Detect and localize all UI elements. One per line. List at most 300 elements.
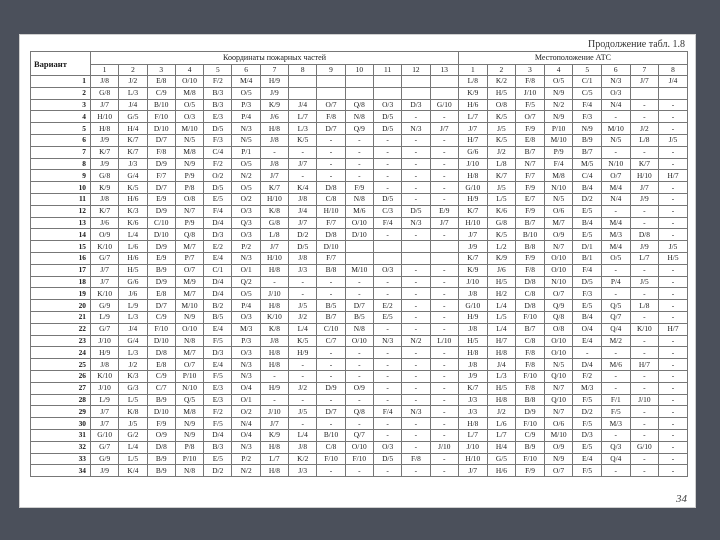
ats-cell: J/7 (459, 123, 488, 135)
ats-cell: Q/4 (601, 323, 630, 335)
coord-cell: P/9 (175, 170, 203, 182)
ats-cell: J/10 (459, 276, 488, 288)
variant-number: 17 (31, 264, 91, 276)
coord-cell: Q/7 (345, 429, 373, 441)
coord-cell: O/10 (175, 323, 203, 335)
coord-cell: D/7 (147, 134, 175, 146)
ats-cell: E/4 (573, 335, 602, 347)
coord-cell: O/2 (232, 406, 260, 418)
coord-cell: D/9 (147, 205, 175, 217)
coord-cell: Q/9 (345, 123, 373, 135)
ats-cell: H/5 (487, 87, 516, 99)
table-row (31, 123, 688, 135)
coord-cell: D/10 (147, 406, 175, 418)
coord-col-header: 8 (289, 65, 317, 76)
coord-cell: J/7 (260, 241, 288, 253)
coord-cell: J/7 (91, 418, 119, 430)
ats-cell: - (659, 158, 688, 170)
ats-cell: P/9 (544, 146, 573, 158)
coord-cell: - (430, 134, 458, 146)
coord-cell: F/2 (204, 158, 232, 170)
coord-cell: - (373, 370, 401, 382)
coord-cell: K/9 (260, 429, 288, 441)
ats-cell: J/8 (459, 288, 488, 300)
coord-col-header: 5 (204, 65, 232, 76)
table-row (31, 418, 688, 430)
table-row (31, 146, 688, 158)
coord-cell (345, 87, 373, 99)
coord-cell: L/3 (119, 311, 147, 323)
ats-cell: J/2 (487, 146, 516, 158)
ats-cell: O/10 (544, 252, 573, 264)
coord-cell: - (345, 418, 373, 430)
ats-cell: K/7 (459, 205, 488, 217)
ats-cell: - (601, 146, 630, 158)
coord-cell: O/3 (232, 311, 260, 323)
ats-cell: - (601, 370, 630, 382)
coord-cell: - (430, 394, 458, 406)
coord-cell: - (317, 465, 345, 477)
coord-cell: - (317, 418, 345, 430)
coord-cell: - (373, 229, 401, 241)
ats-cell: D/1 (573, 241, 602, 253)
coord-cell: B/3 (204, 87, 232, 99)
coord-cell: - (402, 276, 430, 288)
coord-cell: D/5 (373, 123, 401, 135)
coord-cell: - (317, 394, 345, 406)
coord-cell: M/10 (175, 123, 203, 135)
ats-cell: F/10 (516, 453, 545, 465)
coord-cell: N/3 (402, 217, 430, 229)
ats-cell: H/7 (459, 134, 488, 146)
coord-cell: N/8 (175, 465, 203, 477)
coord-cell: D/3 (204, 347, 232, 359)
coord-cell: J/8 (289, 252, 317, 264)
ats-cell: J/5 (487, 123, 516, 135)
coord-cell: Q/2 (232, 276, 260, 288)
coord-cell: N/2 (402, 335, 430, 347)
coord-cell: D/8 (147, 441, 175, 453)
coord-cell: P/1 (232, 146, 260, 158)
coord-cell: K/7 (91, 146, 119, 158)
coord-cell: O/5 (232, 87, 260, 99)
coord-cell: K/5 (289, 335, 317, 347)
ats-cell: H/7 (659, 170, 688, 182)
header-row-groups (31, 52, 688, 65)
coord-cell: P/9 (175, 217, 203, 229)
ats-cell: H/10 (630, 170, 659, 182)
variant-number: 16 (31, 252, 91, 264)
ats-cell: N/9 (544, 87, 573, 99)
coord-cell: L/3 (119, 87, 147, 99)
coord-cell: K/3 (119, 370, 147, 382)
coords-group-header: Координаты пожарных частей (91, 52, 459, 65)
ats-cell: J/10 (516, 87, 545, 99)
ats-cell: L/7 (459, 429, 488, 441)
coord-cell: N/8 (345, 323, 373, 335)
coord-cell: D/8 (317, 229, 345, 241)
coord-cell: D/5 (373, 111, 401, 123)
ats-cell: F/8 (516, 76, 545, 88)
coord-cell: L/10 (430, 335, 458, 347)
ats-cell: - (630, 99, 659, 111)
coord-cell: O/3 (175, 111, 203, 123)
coord-cell: K/10 (91, 288, 119, 300)
coord-cell: P/8 (175, 182, 203, 194)
coord-cell: K/8 (260, 205, 288, 217)
ats-cell: - (630, 370, 659, 382)
coord-cell: L/4 (289, 429, 317, 441)
coord-cell: O/1 (232, 394, 260, 406)
coord-cell: P/10 (175, 453, 203, 465)
coord-cell: N/2 (232, 170, 260, 182)
ats-cell: C/8 (516, 335, 545, 347)
variant-number: 23 (31, 335, 91, 347)
coord-col-header: 13 (430, 65, 458, 76)
ats-cell: - (659, 429, 688, 441)
ats-cell: H/9 (459, 193, 488, 205)
ats-cell: H/8 (459, 170, 488, 182)
coord-cell: F/3 (204, 134, 232, 146)
coord-cell: J/5 (289, 300, 317, 312)
coord-cell: H/6 (119, 193, 147, 205)
coord-cell: N/3 (232, 359, 260, 371)
ats-cell: J/8 (459, 323, 488, 335)
ats-cell: N/7 (544, 241, 573, 253)
coord-cell: D/10 (147, 229, 175, 241)
ats-cell: F/5 (573, 418, 602, 430)
coord-col-header: 2 (119, 65, 147, 76)
ats-group-header: Местоположение АТС (459, 52, 688, 65)
variant-number: 34 (31, 465, 91, 477)
coord-cell: - (289, 170, 317, 182)
ats-cell: L/7 (487, 429, 516, 441)
coord-cell: D/4 (204, 288, 232, 300)
coord-cell: - (402, 134, 430, 146)
coord-cell: - (260, 146, 288, 158)
coord-cell: N/9 (175, 311, 203, 323)
coord-cell: J/8 (91, 193, 119, 205)
coord-col-header: 7 (260, 65, 288, 76)
coord-cell: O/8 (175, 193, 203, 205)
coord-cell: N/9 (175, 158, 203, 170)
ats-cell: B/7 (573, 146, 602, 158)
coord-cell: F/7 (147, 170, 175, 182)
coord-cell: J/4 (289, 205, 317, 217)
coord-cell: - (373, 134, 401, 146)
ats-col-header: 4 (544, 65, 573, 76)
coord-cell: D/10 (345, 229, 373, 241)
ats-cell: K/2 (487, 76, 516, 88)
coord-cell: E/8 (147, 76, 175, 88)
coord-cell: K/9 (260, 99, 288, 111)
ats-cell: J/7 (459, 465, 488, 477)
coord-cell: J/8 (289, 441, 317, 453)
variant-number: 33 (31, 453, 91, 465)
table-row (31, 370, 688, 382)
coord-cell: - (402, 111, 430, 123)
ats-cell: D/8 (516, 276, 545, 288)
coord-cell: L/4 (119, 229, 147, 241)
ats-cell: L/8 (459, 76, 488, 88)
ats-cell: - (659, 300, 688, 312)
coord-cell: - (430, 465, 458, 477)
ats-cell: O/10 (544, 347, 573, 359)
coord-cell: - (430, 170, 458, 182)
coord-cell: D/9 (147, 158, 175, 170)
ats-cell: E/5 (573, 441, 602, 453)
coord-cell: K/4 (289, 182, 317, 194)
coord-cell: O/9 (91, 229, 119, 241)
coord-cell: - (373, 158, 401, 170)
ats-cell: L/8 (487, 158, 516, 170)
ats-cell: C/1 (573, 76, 602, 88)
coord-col-header: 11 (373, 65, 401, 76)
coord-cell: M/10 (345, 264, 373, 276)
coord-cell: L/5 (119, 394, 147, 406)
ats-cell: B/8 (516, 241, 545, 253)
coord-cell: C/8 (317, 193, 345, 205)
coord-cell: F/4 (373, 406, 401, 418)
coord-cell: K/4 (119, 465, 147, 477)
ats-cell: K/9 (487, 252, 516, 264)
coord-cell: J/4 (119, 99, 147, 111)
coord-cell: J/9 (91, 465, 119, 477)
ats-cell: B/4 (573, 311, 602, 323)
ats-cell: J/4 (659, 76, 688, 88)
table-row (31, 134, 688, 146)
ats-cell: N/9 (573, 123, 602, 135)
ats-cell: - (601, 429, 630, 441)
ats-cell: N/7 (544, 382, 573, 394)
ats-cell: L/6 (487, 418, 516, 430)
coord-cell: - (402, 158, 430, 170)
ats-cell: B/10 (516, 229, 545, 241)
coord-cell: E/9 (147, 252, 175, 264)
coord-cell: G/2 (119, 429, 147, 441)
ats-cell: O/7 (544, 288, 573, 300)
coord-cell: N/3 (232, 123, 260, 135)
coord-cell: - (430, 300, 458, 312)
variant-number: 28 (31, 394, 91, 406)
coord-cell: - (430, 111, 458, 123)
coord-cell (345, 252, 373, 264)
coord-cell: - (373, 182, 401, 194)
coord-cell: M/10 (175, 300, 203, 312)
coord-cell: D/10 (317, 241, 345, 253)
ats-col-header: 8 (659, 65, 688, 76)
ats-cell: P/10 (544, 123, 573, 135)
ats-cell: H/5 (659, 252, 688, 264)
coord-cell: J/8 (260, 335, 288, 347)
coord-cell: N/10 (175, 382, 203, 394)
coord-cell: N/4 (232, 418, 260, 430)
coord-cell: D/5 (373, 193, 401, 205)
coord-cell: O/3 (373, 441, 401, 453)
variant-number: 7 (31, 146, 91, 158)
ats-cell: J/10 (459, 158, 488, 170)
ats-cell: - (601, 205, 630, 217)
ats-cell: Q/3 (601, 441, 630, 453)
coord-cell: H/8 (91, 123, 119, 135)
coord-cell: - (289, 394, 317, 406)
ats-cell: Q/4 (601, 453, 630, 465)
ats-cell: M/3 (601, 418, 630, 430)
coord-cell: - (345, 158, 373, 170)
ats-cell: Q/10 (544, 394, 573, 406)
ats-cell: J/3 (459, 406, 488, 418)
coord-cell: - (345, 276, 373, 288)
ats-cell: F/9 (516, 465, 545, 477)
ats-cell: - (659, 217, 688, 229)
coord-cell: E/2 (373, 300, 401, 312)
coord-cell: O/7 (317, 99, 345, 111)
coord-cell: J/7 (91, 276, 119, 288)
coord-cell: H/8 (260, 441, 288, 453)
coord-cell (402, 76, 430, 88)
ats-cell: F/8 (516, 359, 545, 371)
ats-cell: J/3 (459, 394, 488, 406)
coord-cell: J/2 (289, 311, 317, 323)
coord-cell: - (345, 370, 373, 382)
variant-number: 21 (31, 311, 91, 323)
coord-cell: - (373, 382, 401, 394)
ats-cell: J/8 (459, 359, 488, 371)
coord-cell: - (430, 276, 458, 288)
coord-cell: - (345, 288, 373, 300)
coord-cell: D/9 (147, 276, 175, 288)
ats-cell: M/4 (601, 182, 630, 194)
ats-cell: N/3 (601, 76, 630, 88)
coord-cell (430, 76, 458, 88)
coord-cell: G/4 (119, 170, 147, 182)
coord-cell: - (345, 347, 373, 359)
coord-cell: D/5 (373, 453, 401, 465)
coord-cell: - (373, 429, 401, 441)
coord-col-header: 1 (91, 65, 119, 76)
coord-cell: K/7 (119, 146, 147, 158)
coord-cell: - (430, 382, 458, 394)
coord-cell: - (430, 146, 458, 158)
coord-cell: Q/8 (175, 229, 203, 241)
ats-cell: - (659, 99, 688, 111)
ats-cell: - (659, 441, 688, 453)
coord-cell: E/5 (204, 453, 232, 465)
coord-cell: - (260, 276, 288, 288)
ats-cell: O/10 (544, 335, 573, 347)
ats-cell: H/9 (459, 311, 488, 323)
coord-cell: G/9 (91, 453, 119, 465)
coord-cell: O/5 (232, 182, 260, 194)
ats-cell: - (630, 465, 659, 477)
coord-cell: - (402, 146, 430, 158)
ats-cell: - (601, 264, 630, 276)
ats-cell: - (659, 288, 688, 300)
variant-number: 13 (31, 217, 91, 229)
coord-cell: L/9 (91, 394, 119, 406)
variant-header: Вариант (31, 52, 91, 76)
variant-number: 2 (31, 87, 91, 99)
ats-cell: - (630, 146, 659, 158)
ats-cell: O/10 (544, 264, 573, 276)
table-row (31, 193, 688, 205)
coord-cell: D/5 (289, 241, 317, 253)
ats-cell: M/2 (601, 335, 630, 347)
coord-cell: F/10 (147, 323, 175, 335)
coord-cell: G/4 (119, 335, 147, 347)
ats-cell: G/10 (459, 300, 488, 312)
coord-col-header: 3 (147, 65, 175, 76)
coord-cell: B/5 (204, 311, 232, 323)
ats-cell: M/7 (544, 217, 573, 229)
ats-cell: - (601, 288, 630, 300)
coord-cell: Q/5 (175, 394, 203, 406)
ats-cell: J/9 (459, 370, 488, 382)
coord-cell: B/5 (317, 300, 345, 312)
coord-cell: O/10 (345, 217, 373, 229)
ats-cell: Q/5 (601, 300, 630, 312)
coord-cell: C/9 (147, 370, 175, 382)
table-row (31, 382, 688, 394)
ats-cell: L/3 (487, 370, 516, 382)
coord-cell: E/4 (204, 359, 232, 371)
ats-cell: - (659, 111, 688, 123)
coord-cell: H/5 (119, 264, 147, 276)
coord-cell: E/3 (204, 111, 232, 123)
ats-cell: O/3 (601, 87, 630, 99)
coord-cell: K/7 (119, 134, 147, 146)
coord-cell: C/1 (204, 264, 232, 276)
ats-cell: E/5 (573, 205, 602, 217)
coord-cell: H/9 (91, 347, 119, 359)
coord-cell: - (402, 170, 430, 182)
coord-cell: O/3 (373, 264, 401, 276)
coord-cell: G/7 (91, 323, 119, 335)
coord-cell: - (430, 418, 458, 430)
coord-cell: Q/3 (232, 217, 260, 229)
table-row (31, 406, 688, 418)
ats-cell: J/7 (630, 76, 659, 88)
ats-cell: - (630, 418, 659, 430)
coord-cell: - (402, 264, 430, 276)
variant-number: 20 (31, 300, 91, 312)
coord-cell: G/3 (119, 382, 147, 394)
coord-cell: H/10 (317, 205, 345, 217)
coord-cell: - (317, 158, 345, 170)
table-row (31, 87, 688, 99)
ats-cell: - (630, 429, 659, 441)
coord-cell: J/8 (289, 193, 317, 205)
table-row (31, 311, 688, 323)
ats-cell: F/5 (516, 99, 545, 111)
ats-cell: N/10 (544, 182, 573, 194)
coord-cell: F/9 (345, 182, 373, 194)
ats-cell: - (659, 465, 688, 477)
ats-col-header: 1 (459, 65, 488, 76)
ats-cell: F/7 (516, 170, 545, 182)
ats-cell: N/7 (516, 158, 545, 170)
ats-cell: B/7 (516, 146, 545, 158)
ats-cell: - (601, 465, 630, 477)
coord-cell: - (373, 323, 401, 335)
ats-cell: - (659, 146, 688, 158)
ats-cell: - (630, 453, 659, 465)
coord-cell: C/3 (373, 205, 401, 217)
ats-cell: F/10 (516, 418, 545, 430)
table-row (31, 241, 688, 253)
ats-cell: - (659, 264, 688, 276)
coord-cell: K/10 (91, 370, 119, 382)
